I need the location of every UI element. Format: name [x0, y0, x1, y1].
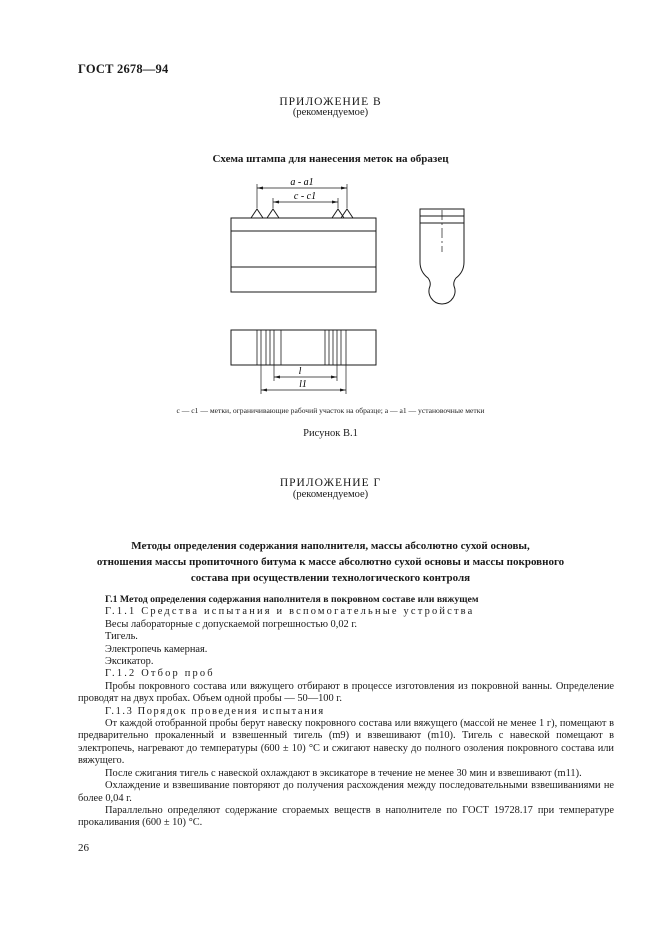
- procedure-paragraph-4: Параллельно определяют содержание сгораемых веществ в наполнителе по ГОСТ 19728.17 при температуре прокаливания (600 ± 10) °С.: [78, 804, 614, 829]
- methods-title: [0, 538, 661, 586]
- body-text: [78, 594, 614, 830]
- section-g1-heading: Г.1 Метод определения содержания наполнителя в покровном составе или вяжущем: [105, 594, 479, 605]
- appendix-b-title: ПРИЛОЖЕНИЕ В: [279, 96, 382, 108]
- procedure-paragraph-3: Охлаждение и взвешивание повторяют до получения расхождения между последовательными взвешиваниями не более 0,04 г.: [78, 780, 614, 804]
- procedure-paragraph-1: От каждой отобранной пробы берут навеску покровного состава или вяжущего (массой не менее 1 г), помещают в предварительно прокаленный и взвешенный тигель (m9) и взвешивают (m10). Тигель с навеской помещают в электропечь, нагревают до температуры (600 ± 10) °С и сжигают навеску до полного озоления покровного состава или вяжущего.: [78, 718, 614, 767]
- dim-label-a-a1: a - a1: [290, 177, 314, 188]
- sample-strip: [231, 330, 376, 365]
- appendix-g-subtitle: (рекомендуемое): [292, 489, 369, 500]
- figure-title: Схема штампа для нанесения меток на образец: [212, 153, 449, 165]
- dim-label-l: l: [298, 366, 302, 377]
- methods-title-line-3: состава при осуществлении технологического контроля: [190, 572, 471, 584]
- equipment-desiccator: Эксикатор.: [105, 656, 154, 668]
- sampling-paragraph: Пробы покровного состава или вяжущего отбирают в процессе изготовления из покровной ванны. Определение проводят на двух пробах. Объем одной пробы — 50—100 г.: [78, 680, 614, 705]
- methods-title-line-1: Методы определения содержания наполнителя, массы абсолютно сухой основы,: [131, 540, 530, 552]
- figure-label: Рисунок В.1: [303, 428, 358, 439]
- equipment-crucible: Тигель.: [105, 631, 138, 643]
- figure-caption: c — c1 — метки, ограничивающие рабочий участок на образце; a — a1 — установочные метки: [176, 406, 485, 415]
- page-number: 26: [78, 842, 89, 854]
- stamp-figure: [0, 0, 661, 400]
- dim-label-c-c1: c - c1: [293, 191, 317, 202]
- subsection-g1-2: Г.1.2 Отбор проб: [105, 668, 215, 680]
- subsection-g1-1: Г.1.1 Средства испытания и вспомогательные устройства: [105, 606, 475, 618]
- subsection-g1-3: Г.1.3 Порядок проведения испытания: [105, 705, 325, 717]
- appendix-g-title: ПРИЛОЖЕНИЕ Г: [279, 477, 382, 489]
- equipment-furnace: Электропечь камерная.: [105, 643, 208, 655]
- methods-title-line-2: отношения массы пропиточного битума к массе абсолютно сухой основы и массы покровного: [96, 556, 565, 568]
- equipment-scales: Весы лабораторные с допускаемой погрешностью 0,02 г.: [105, 618, 358, 630]
- procedure-paragraph-2: После сжигания тигель с навеской охлаждают в эксикаторе в течение не менее 30 мин и взвешивают (m11).: [105, 767, 582, 779]
- appendix-b-subtitle: (рекомендуемое): [292, 107, 369, 118]
- stamp-body-top: [231, 218, 376, 292]
- standard-header: ГОСТ 2678—94: [78, 62, 169, 76]
- dim-label-l1: l1: [299, 379, 307, 390]
